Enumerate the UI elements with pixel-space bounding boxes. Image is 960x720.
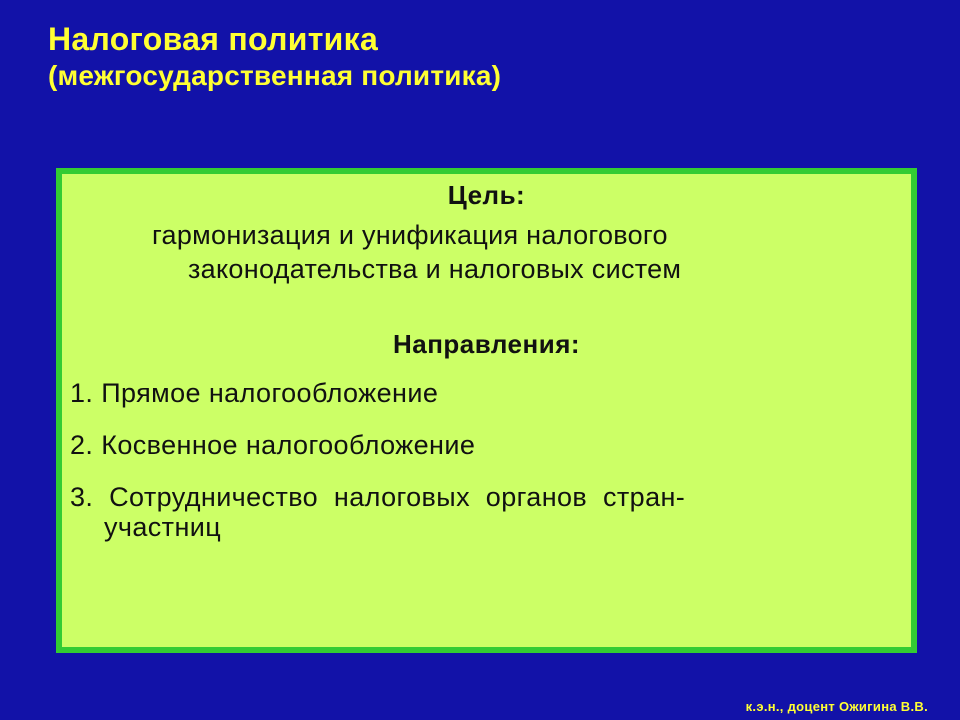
- title-subtitle: [48, 58, 501, 94]
- goal-text-line-2: законодательства и налоговых систем: [188, 254, 682, 284]
- content-panel: [56, 168, 917, 653]
- goal-heading: Цель:: [447, 180, 526, 210]
- title-subtitle-text: (межгосударственная политика): [48, 60, 502, 91]
- direction-item-1: 1. Прямое налогообложение: [70, 378, 439, 408]
- directions-heading: Направления:: [392, 329, 581, 359]
- goal-text: [152, 218, 832, 286]
- title-main: Налоговая политика: [48, 21, 379, 57]
- goal-text-line-1: гармонизация и унификация налогового: [152, 220, 668, 250]
- direction-item-3: [70, 482, 903, 542]
- author-footer: к.э.н., доцент Ожигина В.В.: [745, 699, 928, 714]
- directions-list: [70, 378, 903, 564]
- direction-item-3-text: 3. Сотрудничество налоговых органов стран-: [70, 482, 686, 512]
- direction-item-3-continuation: участниц: [104, 512, 222, 542]
- direction-item-2: 2. Косвенное налогообложение: [70, 430, 476, 460]
- slide-title: [48, 20, 501, 94]
